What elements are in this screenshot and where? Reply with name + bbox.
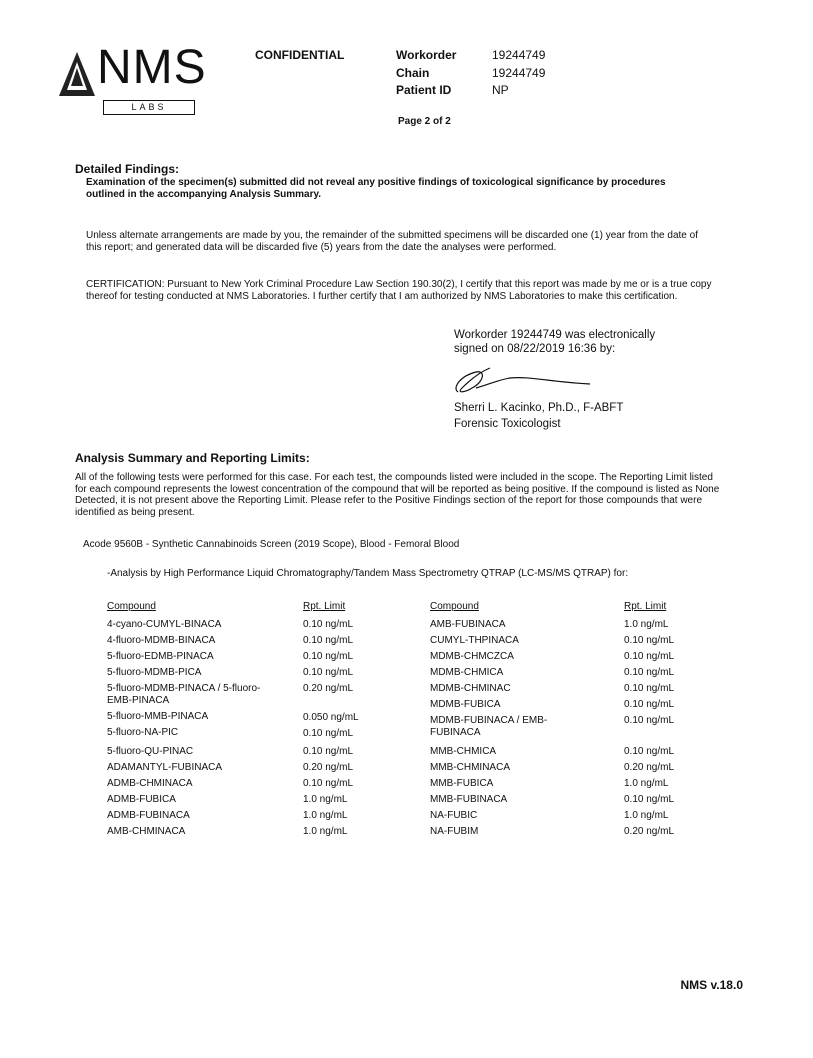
- table-row-compound: MMB-FUBINACA: [430, 794, 508, 805]
- table-row-limit: 0.10 ng/mL: [303, 651, 354, 662]
- table-row-limit: 1.0 ng/mL: [303, 826, 348, 837]
- table-row-compound: AMB-CHMINACA: [107, 826, 186, 837]
- table-row-compound: 5-fluoro-EDMB-PINACA: [107, 651, 214, 662]
- col-header-compound-left: Compound: [107, 601, 156, 612]
- table-row-limit: 0.10 ng/mL: [624, 635, 675, 646]
- table-row-limit: 0.10 ng/mL: [624, 699, 675, 710]
- table-row-compound: MDMB-CHMINAC: [430, 683, 511, 694]
- table-row-limit: 0.10 ng/mL: [624, 651, 675, 662]
- signer-name: Sherri L. Kacinko, Ph.D., F-ABFT: [454, 402, 624, 414]
- table-row-limit: 1.0 ng/mL: [624, 810, 669, 821]
- table-row-compound: ADMB-FUBINACA: [107, 810, 190, 821]
- table-row-compound: ADMB-CHMINACA: [107, 778, 193, 789]
- page-number: Page 2 of 2: [398, 116, 451, 127]
- table-row-compound: NA-FUBIC: [430, 810, 478, 821]
- table-row-compound: AMB-FUBINACA: [430, 619, 506, 630]
- signer-role: Forensic Toxicologist: [454, 418, 561, 430]
- table-row-compound: CUMYL-THPINACA: [430, 635, 519, 646]
- table-row-limit: 0.10 ng/mL: [624, 746, 675, 757]
- table-row-compound: MDMB-CHMCZCA: [430, 651, 514, 662]
- col-header-limit-left: Rpt. Limit: [303, 601, 346, 612]
- patient-id-value: NP: [492, 83, 509, 97]
- table-row-compound: ADMB-FUBICA: [107, 794, 176, 805]
- table-row-compound: 5-fluoro-MDMB-PICA: [107, 667, 202, 678]
- table-row-compound: 5-fluoro-MDMB-PINACA / 5-fluoro-: [107, 683, 261, 694]
- logo-subtext: LABS: [103, 100, 195, 115]
- certification-text: CERTIFICATION: Pursuant to New York Criminal Procedure Law Section 190.30(2), I certify that this report was made by me or is a true copy thereof for testing conducted at NMS Laboratories. I further certify that I am authorized by NMS Laboratories to make this certification.: [86, 279, 712, 302]
- table-row-limit: 0.10 ng/mL: [624, 683, 675, 694]
- table-row-limit: 0.050 ng/mL: [303, 712, 359, 723]
- table-row-compound: 5-fluoro-NA-PIC: [107, 727, 179, 738]
- confidential-label: CONFIDENTIAL: [255, 48, 345, 62]
- table-row-limit: 1.0 ng/mL: [303, 794, 348, 805]
- table-row-compound: MMB-CHMINACA: [430, 762, 510, 773]
- table-row-limit: 0.20 ng/mL: [624, 826, 675, 837]
- table-row-limit: 0.20 ng/mL: [303, 762, 354, 773]
- table-row-limit: 0.10 ng/mL: [624, 667, 675, 678]
- table-row-compound: 4-fluoro-MDMB-BINACA: [107, 635, 216, 646]
- workorder-label: Workorder: [396, 48, 457, 62]
- table-row-limit: 1.0 ng/mL: [624, 619, 669, 630]
- table-row-limit: 0.10 ng/mL: [624, 715, 675, 726]
- handwritten-signature-icon: [450, 362, 600, 398]
- table-row-limit: 0.10 ng/mL: [303, 778, 354, 789]
- col-header-compound-right: Compound: [430, 601, 479, 612]
- method-line: -Analysis by High Performance Liquid Chromatography/Tandem Mass Spectrometry QTRAP (LC-MS/MS QTRAP) for:: [107, 568, 629, 579]
- table-row-compound: NA-FUBIM: [430, 826, 479, 837]
- table-row-limit: 0.20 ng/mL: [303, 683, 354, 694]
- chain-value: 19244749: [492, 66, 546, 80]
- table-row-compound: 4-cyano-CUMYL-BINACA: [107, 619, 222, 630]
- signature-line-1: Workorder 19244749 was electronically: [454, 329, 656, 341]
- signature-line-2: signed on 08/22/2019 16:36 by:: [454, 343, 616, 355]
- findings-title: Detailed Findings:: [75, 162, 180, 176]
- footer-version: NMS v.18.0: [680, 978, 743, 992]
- table-row-compound: MDMB-FUBICA: [430, 699, 501, 710]
- table-row-compound: 5-fluoro-QU-PINAC: [107, 746, 194, 757]
- table-row-limit: 1.0 ng/mL: [303, 810, 348, 821]
- table-row-limit: 0.10 ng/mL: [303, 746, 354, 757]
- col-header-limit-right: Rpt. Limit: [624, 601, 667, 612]
- nms-logo: [57, 41, 207, 114]
- patient-id-label: Patient ID: [396, 83, 452, 97]
- table-row-limit: 0.20 ng/mL: [624, 762, 675, 773]
- table-row-compound: EMB-PINACA: [107, 695, 170, 706]
- table-row-limit: 0.10 ng/mL: [303, 728, 354, 739]
- analysis-intro: All of the following tests were performed for this case. For each test, the compounds listed were included in the scope. The Reporting Limit listed for each compound represents the lowest concentration of the compound that will be reported as being positive. If the compound is listed as None Detected, it is not present above the Reporting Limit. Please refer to the Positive Findings section of the report for those compounds that were identified as being present.: [75, 472, 720, 518]
- table-row-compound: FUBINACA: [430, 727, 481, 738]
- workorder-value: 19244749: [492, 48, 546, 62]
- findings-statement: Examination of the specimen(s) submitted did not reveal any positive findings of toxicological significance by procedures outlined in the accompanying Analysis Summary.: [86, 177, 666, 200]
- acode-line: Acode 9560B - Synthetic Cannabinoids Screen (2019 Scope), Blood - Femoral Blood: [83, 539, 460, 550]
- table-row-limit: 0.10 ng/mL: [303, 635, 354, 646]
- table-row-compound: MDMB-CHMICA: [430, 667, 504, 678]
- table-row-compound: MDMB-FUBINACA / EMB-: [430, 715, 548, 726]
- table-row-limit: 1.0 ng/mL: [624, 778, 669, 789]
- nms-logo-mark-icon: [57, 50, 97, 100]
- retention-notice: Unless alternate arrangements are made by you, the remainder of the submitted specimens will be discarded one (1) year from the date of this report; and generated data will be discarded five (5) years from the date the analyses were performed.: [86, 230, 698, 253]
- table-row-compound: MMB-FUBICA: [430, 778, 494, 789]
- table-row-limit: 0.10 ng/mL: [303, 667, 354, 678]
- table-row-compound: 5-fluoro-MMB-PINACA: [107, 711, 209, 722]
- table-row-compound: ADAMANTYL-FUBINACA: [107, 762, 223, 773]
- table-row-compound: MMB-CHMICA: [430, 746, 497, 757]
- table-row-limit: 0.10 ng/mL: [303, 619, 354, 630]
- analysis-title: Analysis Summary and Reporting Limits:: [75, 451, 310, 465]
- table-row-limit: 0.10 ng/mL: [624, 794, 675, 805]
- logo-text: NMS: [97, 41, 207, 94]
- chain-label: Chain: [396, 66, 430, 80]
